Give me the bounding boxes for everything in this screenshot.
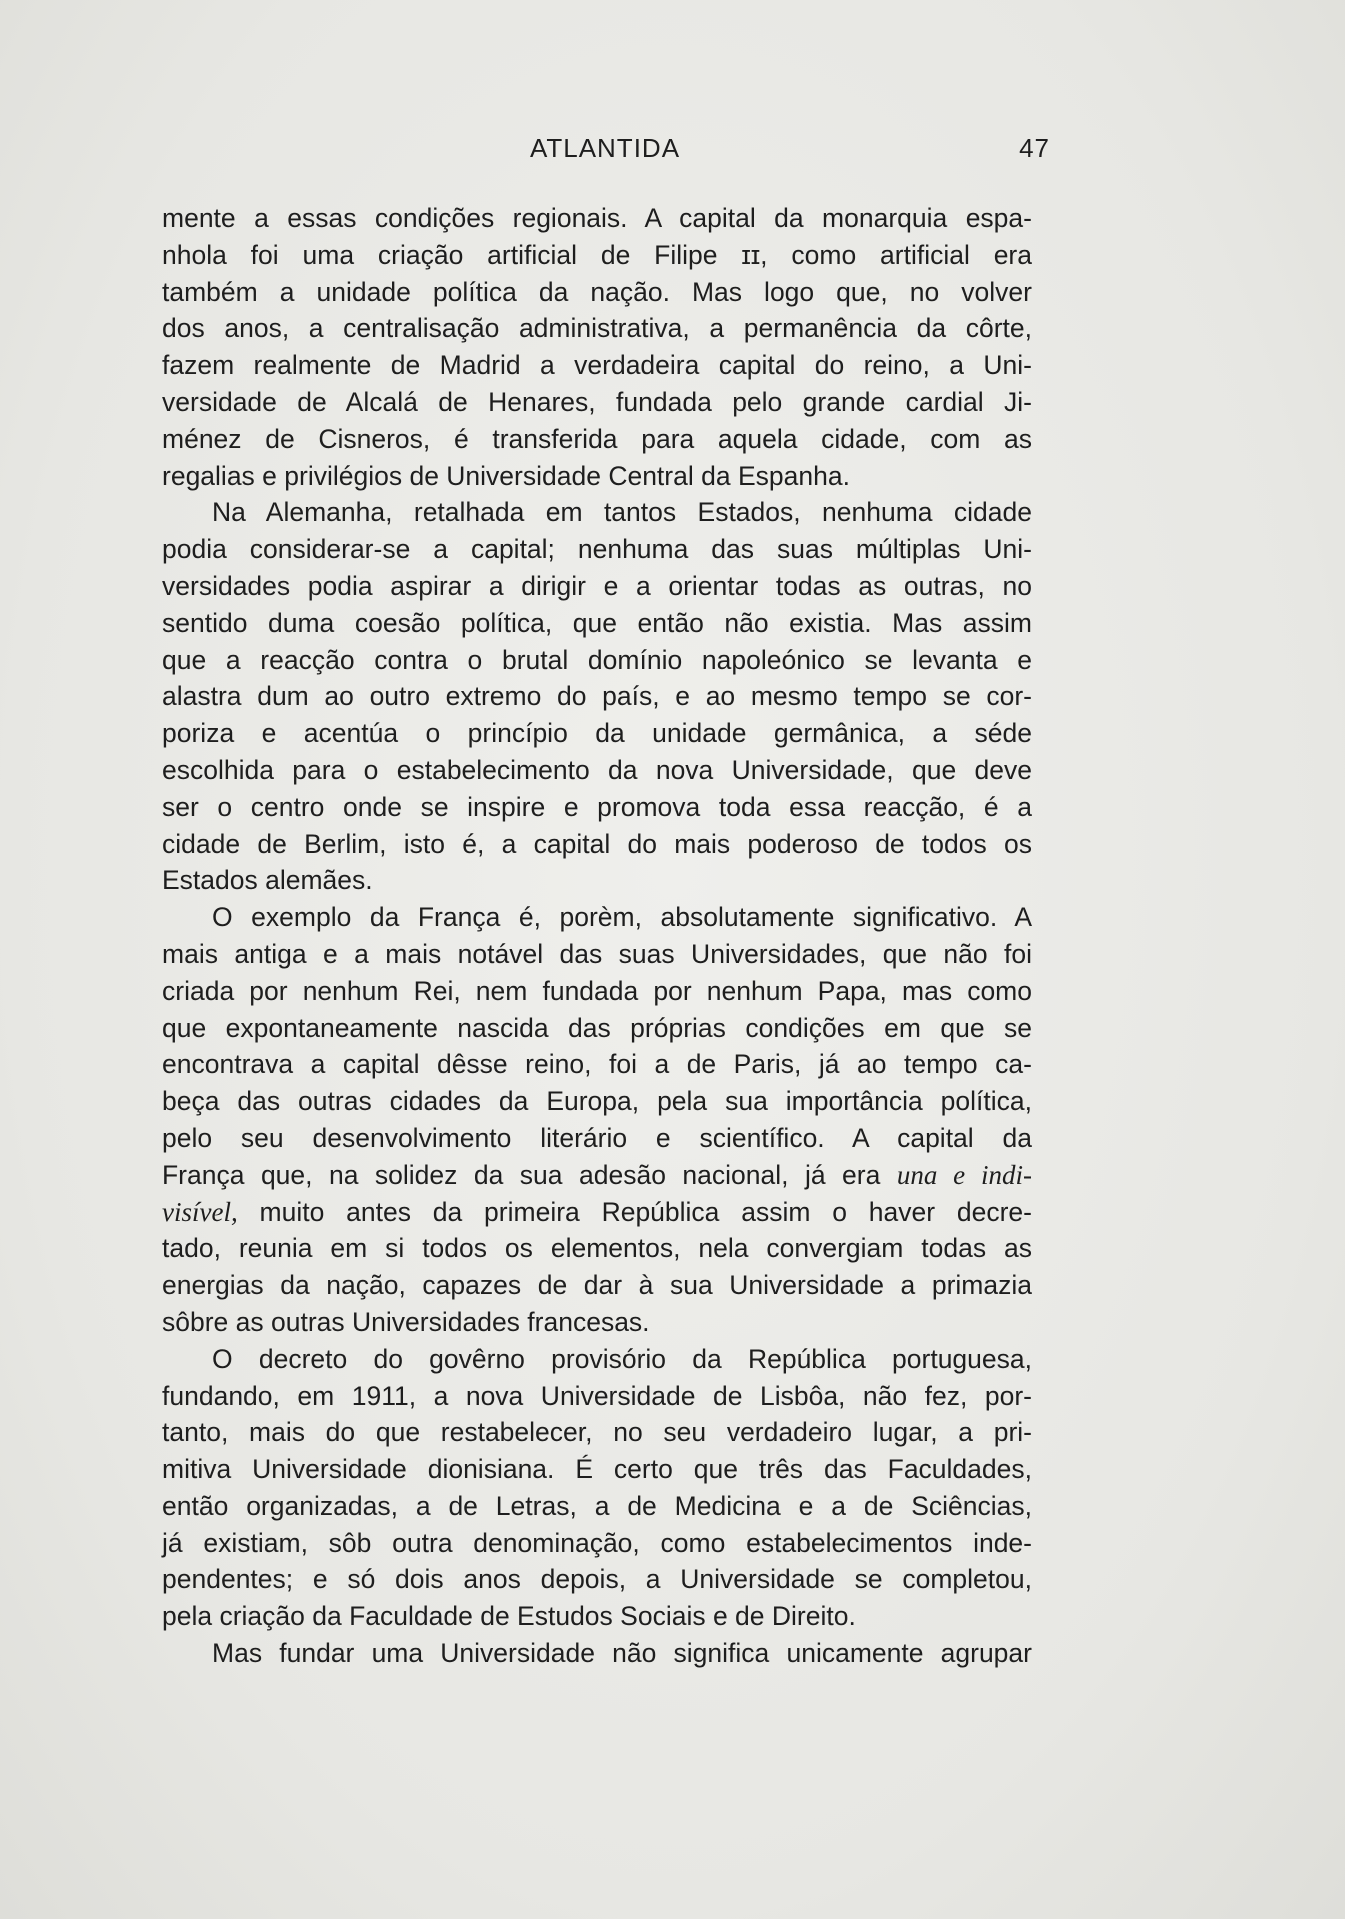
text-line bbox=[162, 1488, 1032, 1525]
line-text: ménez de Cisneros, é transferida para aquela cidade, com as bbox=[162, 423, 1032, 454]
italic-text: visível, bbox=[162, 1196, 238, 1227]
line-text: mitiva Universidade dionisiana. É certo que três das Faculdades, bbox=[162, 1454, 1032, 1485]
text-line bbox=[162, 1378, 1032, 1415]
line-text: muito antes da primeira República assim o haver decre- bbox=[237, 1196, 1032, 1227]
text-line bbox=[162, 531, 1032, 568]
text-line bbox=[162, 1341, 1032, 1378]
line-text: sentido duma coesão política, que então não existia. Mas assim bbox=[162, 607, 1032, 638]
text-line bbox=[162, 678, 1032, 715]
text-line bbox=[162, 715, 1032, 752]
text-line bbox=[162, 1267, 1032, 1304]
text-line bbox=[162, 1120, 1032, 1157]
line-text: mais antiga e a mais notável das suas Universidades, que não foi bbox=[162, 938, 1032, 969]
italic-text: una e indi- bbox=[896, 1159, 1032, 1190]
text-line bbox=[162, 384, 1032, 421]
line-text: tado, reunia em si todos os elementos, nela convergiam todas as bbox=[162, 1233, 1032, 1264]
text-line bbox=[162, 1561, 1032, 1598]
line-text: versidade de Alcalá de Henares, fundada pelo grande cardial Ji- bbox=[162, 386, 1032, 417]
text-line bbox=[162, 899, 1032, 936]
line-text: pela criação da Faculdade de Estudos Sociais e de Direito. bbox=[162, 1601, 856, 1632]
text-line bbox=[162, 642, 1032, 679]
text-line bbox=[162, 1046, 1032, 1083]
text-line bbox=[162, 1230, 1032, 1267]
line-text: versidades podia aspirar a dirigir e a orientar todas as outras, no bbox=[162, 570, 1032, 601]
line-text: energias da nação, capazes de dar à sua Universidade a primazia bbox=[162, 1270, 1032, 1301]
line-text: sôbre as outras Universidades francesas. bbox=[162, 1306, 650, 1337]
text-line bbox=[162, 1083, 1032, 1120]
line-text: Mas fundar uma Universidade não significa unicamente agrupar bbox=[212, 1638, 1032, 1669]
text-line bbox=[162, 1010, 1032, 1047]
text-line bbox=[162, 1414, 1032, 1451]
line-text: podia considerar-se a capital; nenhuma das suas múltiplas Uni- bbox=[162, 534, 1032, 565]
line-text: O decreto do govêrno provisório da República portuguesa, bbox=[212, 1343, 1032, 1374]
line-text: cidade de Berlim, isto é, a capital do mais poderoso de todos os bbox=[162, 828, 1032, 859]
text-line bbox=[162, 1157, 1032, 1194]
line-text: Estados alemães. bbox=[162, 865, 373, 896]
line-text: também a unidade política da nação. Mas logo que, no volver bbox=[162, 276, 1032, 307]
line-text: beça das outras cidades da Europa, pela sua importância política, bbox=[162, 1086, 1032, 1117]
text-line bbox=[162, 1635, 1032, 1672]
text-line bbox=[162, 1194, 1032, 1231]
line-text: pendentes; e só dois anos depois, a Universidade se completou, bbox=[162, 1564, 1032, 1595]
line-text: França que, na solidez da sua adesão nacional, já era bbox=[162, 1159, 881, 1190]
text-line bbox=[162, 458, 1032, 495]
line-text: que expontaneamente nascida das próprias condições em que se bbox=[162, 1012, 1032, 1043]
page-number: 47 bbox=[1019, 133, 1050, 163]
text-line bbox=[162, 494, 1032, 531]
line-text: fazem realmente de Madrid a verdadeira capital do reino, a Uni- bbox=[162, 350, 1032, 381]
line-text: que a reacção contra o brutal domínio napoleónico se levanta e bbox=[162, 644, 1032, 675]
line-text: alastra dum ao outro extremo do país, e ao mesmo tempo se cor- bbox=[162, 681, 1032, 712]
line-text: escolhida para o estabelecimento da nova Universidade, que deve bbox=[162, 754, 1032, 785]
line-text: criada por nenhum Rei, nem fundada por nenhum Papa, mas como bbox=[162, 975, 1032, 1006]
running-title: ATLANTIDA bbox=[529, 133, 681, 163]
text-line bbox=[162, 237, 1032, 274]
text-line bbox=[162, 1451, 1032, 1488]
line-text: encontrava a capital dêsse reino, foi a de Paris, já ao tempo ca- bbox=[162, 1049, 1032, 1080]
line-text: já existiam, sôb outra denominação, como estabelecimentos inde- bbox=[162, 1527, 1032, 1558]
text-line bbox=[162, 1598, 1032, 1635]
line-text: então organizadas, a de Letras, a de Medicina e a de Sciências, bbox=[162, 1490, 1032, 1521]
line-text: Na Alemanha, retalhada em tantos Estados, nenhuma cidade bbox=[212, 497, 1032, 528]
line-text: mente a essas condições regionais. A capital da monarquia espa- bbox=[162, 203, 1032, 233]
running-head bbox=[160, 133, 1050, 173]
text-line bbox=[162, 752, 1032, 789]
line-text: pelo seu desenvolvimento literário e scientífico. A capital da bbox=[162, 1122, 1032, 1153]
text-line bbox=[162, 862, 1032, 899]
text-line bbox=[162, 826, 1032, 863]
text-line bbox=[162, 1304, 1032, 1341]
text-line bbox=[162, 1525, 1032, 1562]
line-text: regalias e privilégios de Universidade Central da Espanha. bbox=[162, 460, 850, 491]
text-line bbox=[162, 973, 1032, 1010]
line-text: O exemplo da França é, porèm, absolutamente significativo. A bbox=[212, 902, 1032, 933]
line-text: poriza e acentúa o princípio da unidade germânica, a séde bbox=[162, 718, 1032, 749]
line-text: nhola foi uma criação artificial de Filipe ɪɪ, como artificial era bbox=[162, 239, 1032, 270]
line-text: ser o centro onde se inspire e promova toda essa reacção, é a bbox=[162, 791, 1032, 822]
text-line bbox=[162, 274, 1032, 311]
line-text: tanto, mais do que restabelecer, no seu verdadeiro lugar, a pri- bbox=[162, 1417, 1032, 1448]
line-text: fundando, em 1911, a nova Universidade de Lisbôa, não fez, por- bbox=[162, 1380, 1032, 1411]
text-line bbox=[162, 789, 1032, 826]
text-line bbox=[162, 200, 1032, 237]
line-text: dos anos, a centralisação administrativa, a permanência da côrte, bbox=[162, 313, 1032, 344]
text-line bbox=[162, 568, 1032, 605]
body-text bbox=[162, 200, 1032, 1672]
text-line bbox=[162, 310, 1032, 347]
text-line bbox=[162, 605, 1032, 642]
text-line bbox=[162, 936, 1032, 973]
text-line bbox=[162, 347, 1032, 384]
text-line bbox=[162, 421, 1032, 458]
